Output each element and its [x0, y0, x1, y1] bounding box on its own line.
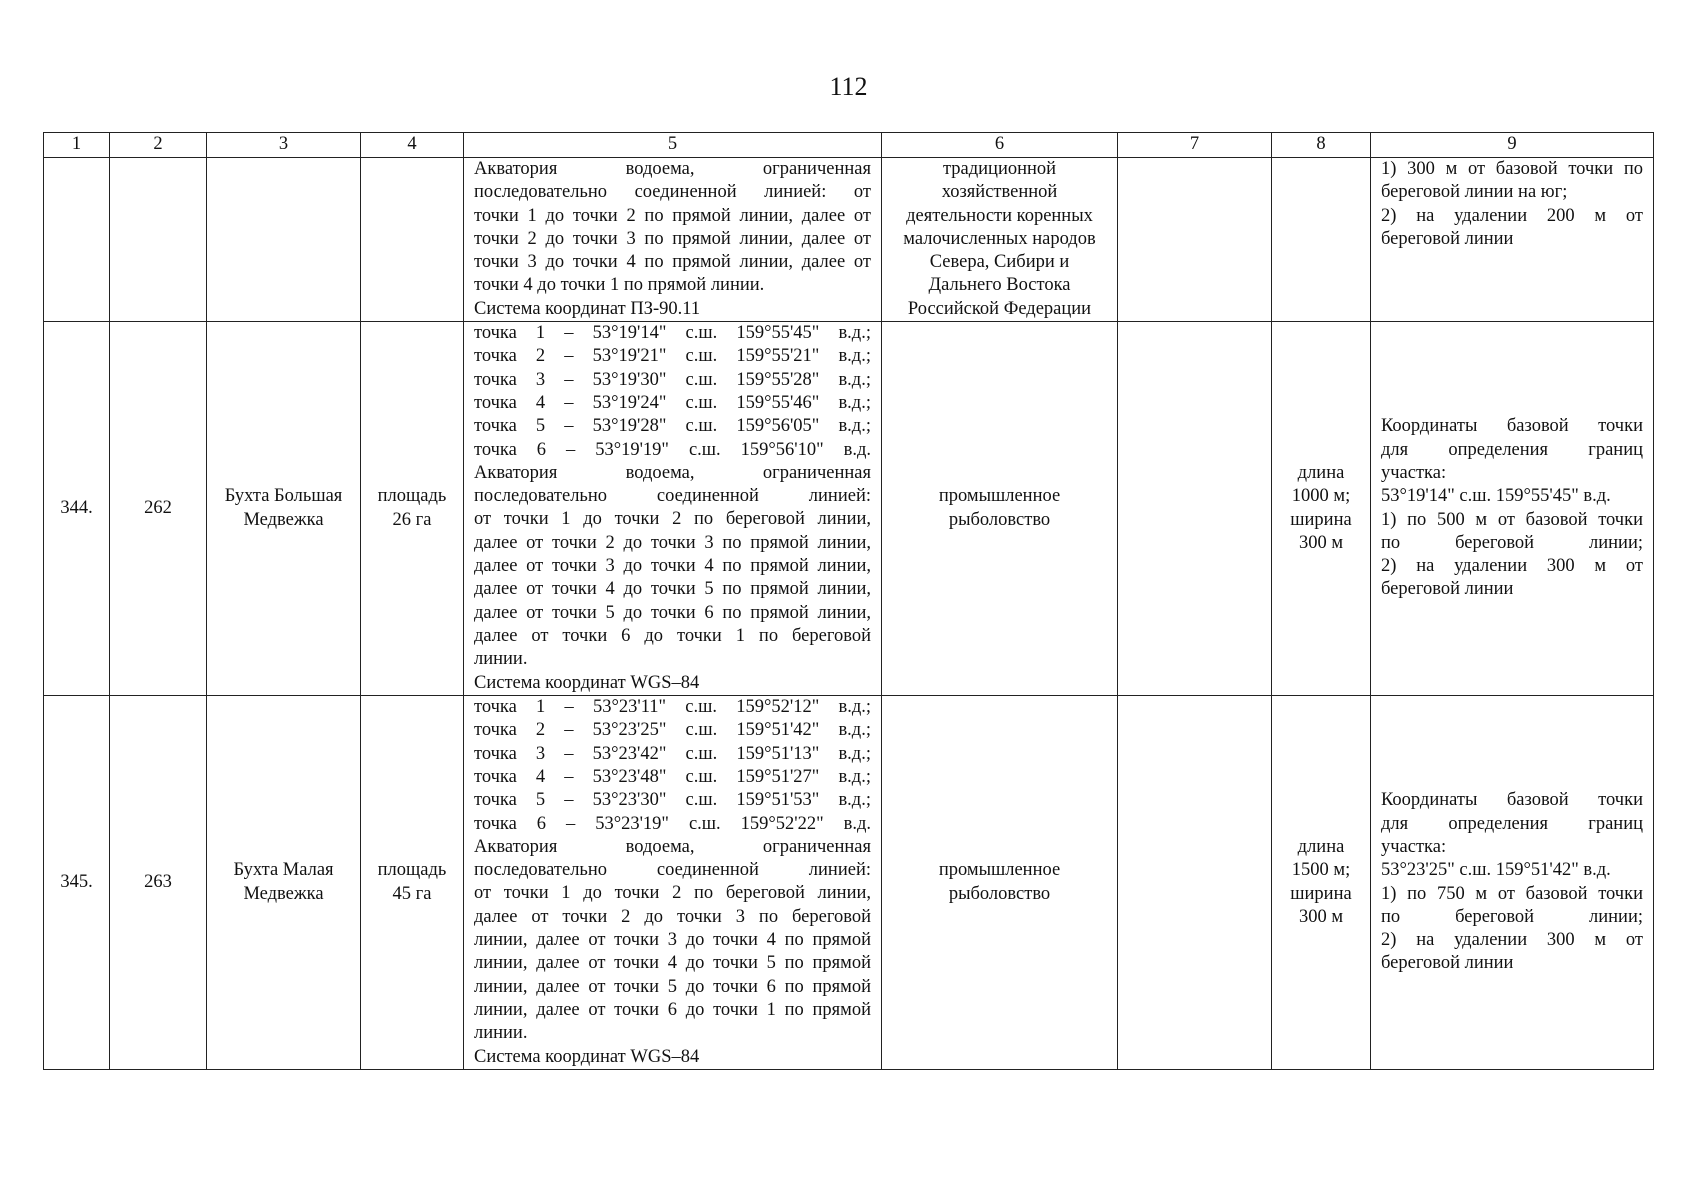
text-line: далее от точки 5 до точки 6 по прямой линии,: [474, 602, 871, 623]
text-line: 300 м: [1298, 906, 1344, 927]
column-number-header: 8: [1272, 133, 1371, 158]
text-line: точка 2 – 53°19'21" с.ш. 159°55'21" в.д.;: [474, 346, 871, 367]
text-line: точка 1 – 53°19'14" с.ш. 159°55'45" в.д.;: [474, 323, 871, 344]
text-line: хозяйственной: [941, 182, 1058, 203]
text-line: 53°23'25" с.ш. 159°51'42" в.д.: [1381, 860, 1611, 881]
text-line: точка 2 – 53°23'25" с.ш. 159°51'42" в.д.;: [474, 720, 871, 741]
text-line: последовательно соединенной линией:: [474, 486, 871, 507]
text-line: Акватория водоема, ограниченная: [474, 836, 871, 857]
text-line: малочисленных народов: [903, 228, 1096, 249]
text-line: береговой линии: [1381, 579, 1514, 600]
text-line: линии, далее от точки 4 до точки 5 по прямой: [474, 953, 871, 974]
text-line: участка:: [1381, 836, 1447, 857]
text-line: традиционной: [942, 159, 1057, 179]
text-line: промышленное: [938, 486, 1061, 507]
column-7-cell: [1118, 696, 1272, 1070]
text-line: 2) на удалении 200 м от: [1381, 205, 1643, 226]
area-size-cell: [361, 696, 464, 1070]
text-line: точка 5 – 53°23'30" с.ш. 159°51'53" в.д.;: [474, 790, 871, 811]
dimensions-cell: [1272, 322, 1371, 696]
text-line: 53°19'14" с.ш. 159°55'45" в.д.: [1381, 486, 1611, 507]
text-line: для определения границ: [1381, 813, 1643, 834]
area-size-cell: [361, 322, 464, 696]
text-line: последовательно соединенной линией:: [474, 860, 871, 881]
text-line: ширина: [1290, 509, 1352, 530]
purpose-cell: [882, 696, 1118, 1070]
boundary-description-cell: [464, 158, 882, 322]
text-line: линии, далее от точки 5 до точки 6 по прямой: [474, 976, 871, 997]
row-number-cell: 344.: [44, 322, 110, 696]
text-line: 1000 м;: [1291, 486, 1351, 507]
text-line: промышленное: [938, 860, 1061, 881]
text-line: линии.: [474, 649, 528, 670]
column-number-header: 7: [1118, 133, 1272, 158]
column-7-cell: [1118, 322, 1272, 696]
text-line: деятельности коренных: [906, 205, 1093, 226]
purpose-cell: [882, 158, 1118, 322]
text-line: точка 3 – 53°23'42" с.ш. 159°51'13" в.д.;: [474, 743, 871, 764]
text-line: точка 4 – 53°19'24" с.ш. 159°55'46" в.д.;: [474, 392, 871, 413]
text-line: линии.: [474, 1023, 528, 1044]
text-line: точки 4 до точки 1 по прямой линии.: [474, 275, 765, 296]
text-line: длина: [1297, 836, 1345, 857]
text-line: длина: [1297, 462, 1345, 483]
text-line: Дальнего Востока: [928, 275, 1071, 296]
column-number-header: 3: [207, 133, 361, 158]
row-number-cell: [44, 158, 110, 322]
text-line: от точки 1 до точки 2 по береговой линии,: [474, 883, 871, 904]
text-line: 2) на удалении 300 м от: [1381, 556, 1643, 577]
area-number-cell: 263: [110, 696, 207, 1070]
text-line: последовательно соединенной линией: от: [474, 182, 871, 203]
text-line: далее от точки 3 до точки 4 по прямой линии,: [474, 556, 871, 577]
text-line: точки 2 до точки 3 по прямой линии, далее от: [474, 228, 871, 249]
text-line: точка 5 – 53°19'28" с.ш. 159°56'05" в.д.;: [474, 416, 871, 437]
column-number-header: 5: [464, 133, 882, 158]
column-number-row: [44, 133, 1654, 158]
text-line: 1) по 750 м от базовой точки: [1381, 883, 1643, 904]
area-size-cell: [361, 158, 464, 322]
text-line: точки 1 до точки 2 по прямой линии, далее от: [474, 205, 871, 226]
text-line: точка 1 – 53°23'11" с.ш. 159°52'12" в.д.;: [474, 697, 871, 718]
table-row: [44, 696, 1654, 1070]
text-line: 26 га: [392, 509, 432, 530]
text-line: далее от точки 6 до точки 1 по береговой: [474, 625, 871, 646]
text-line: линии, далее от точки 3 до точки 4 по прямой: [474, 930, 871, 951]
text-line: точка 6 – 53°19'19" с.ш. 159°56'10" в.д.: [474, 439, 871, 460]
area-name-cell: [207, 158, 361, 322]
base-point-cell: [1371, 158, 1654, 322]
table-row: [44, 322, 1654, 696]
text-line: по береговой линии;: [1381, 532, 1643, 553]
text-line: рыболовство: [948, 883, 1051, 904]
text-line: точка 4 – 53°23'48" с.ш. 159°51'27" в.д.;: [474, 766, 871, 787]
table-row: [44, 158, 1654, 322]
base-point-cell: [1371, 322, 1654, 696]
text-line: Координаты базовой точки: [1381, 790, 1643, 811]
text-line: ширина: [1290, 883, 1352, 904]
text-line: Система координат ПЗ-90.11: [474, 298, 701, 319]
text-line: 1500 м;: [1291, 860, 1351, 881]
text-line: по береговой линии;: [1381, 906, 1643, 927]
column-number-header: 2: [110, 133, 207, 158]
column-7-cell: [1118, 158, 1272, 322]
text-line: площадь: [377, 486, 447, 507]
text-line: 300 м: [1298, 532, 1344, 553]
text-line: Российской Федерации: [907, 298, 1092, 319]
area-number-cell: [110, 158, 207, 322]
dimensions-cell: [1272, 696, 1371, 1070]
text-line: далее от точки 2 до точки 3 по прямой линии,: [474, 532, 871, 553]
dimensions-cell: [1272, 158, 1371, 322]
text-line: 45 га: [392, 883, 432, 904]
text-line: Система координат WGS–84: [474, 672, 700, 693]
text-line: площадь: [377, 860, 447, 881]
text-line: 2) на удалении 300 м от: [1381, 930, 1643, 951]
text-line: точка 3 – 53°19'30" с.ш. 159°55'28" в.д.;: [474, 369, 871, 390]
area-number-cell: 262: [110, 322, 207, 696]
area-name-cell: Бухта Малая Медвежка: [207, 696, 361, 1070]
text-line: береговой линии на юг;: [1381, 182, 1568, 203]
text-line: 1) 300 м от базовой точки по: [1381, 159, 1643, 179]
text-line: береговой линии: [1381, 953, 1514, 974]
text-line: Система координат WGS–84: [474, 1046, 700, 1067]
text-line: участка:: [1381, 462, 1447, 483]
text-line: рыболовство: [948, 509, 1051, 530]
text-line: Акватория водоема, ограниченная: [474, 462, 871, 483]
text-line: 1) по 500 м от базовой точки: [1381, 509, 1643, 530]
text-line: Координаты базовой точки: [1381, 416, 1643, 437]
column-number-header: 6: [882, 133, 1118, 158]
text-line: для определения границ: [1381, 439, 1643, 460]
column-number-header: 1: [44, 133, 110, 158]
text-line: далее от точки 4 до точки 5 по прямой линии,: [474, 579, 871, 600]
row-number-cell: 345.: [44, 696, 110, 1070]
column-number-header: 4: [361, 133, 464, 158]
column-number-header: 9: [1371, 133, 1654, 158]
boundary-description-cell: [464, 696, 882, 1070]
boundary-description-cell: [464, 322, 882, 696]
page-number: 112: [829, 72, 868, 101]
text-line: линии, далее от точки 6 до точки 1 по прямой: [474, 999, 871, 1020]
area-name-cell: Бухта Большая Медвежка: [207, 322, 361, 696]
text-line: Акватория водоема, ограниченная: [474, 159, 871, 179]
text-line: далее от точки 2 до точки 3 по береговой: [474, 906, 871, 927]
text-line: береговой линии: [1381, 228, 1514, 249]
text-line: от точки 1 до точки 2 по береговой линии,: [474, 509, 871, 530]
text-line: точки 3 до точки 4 по прямой линии, далее от: [474, 252, 871, 273]
text-line: Севера, Сибири и: [929, 252, 1070, 273]
text-line: точка 6 – 53°23'19" с.ш. 159°52'22" в.д.: [474, 813, 871, 834]
base-point-cell: [1371, 696, 1654, 1070]
purpose-cell: [882, 322, 1118, 696]
fishing-areas-table: [43, 132, 1654, 1070]
